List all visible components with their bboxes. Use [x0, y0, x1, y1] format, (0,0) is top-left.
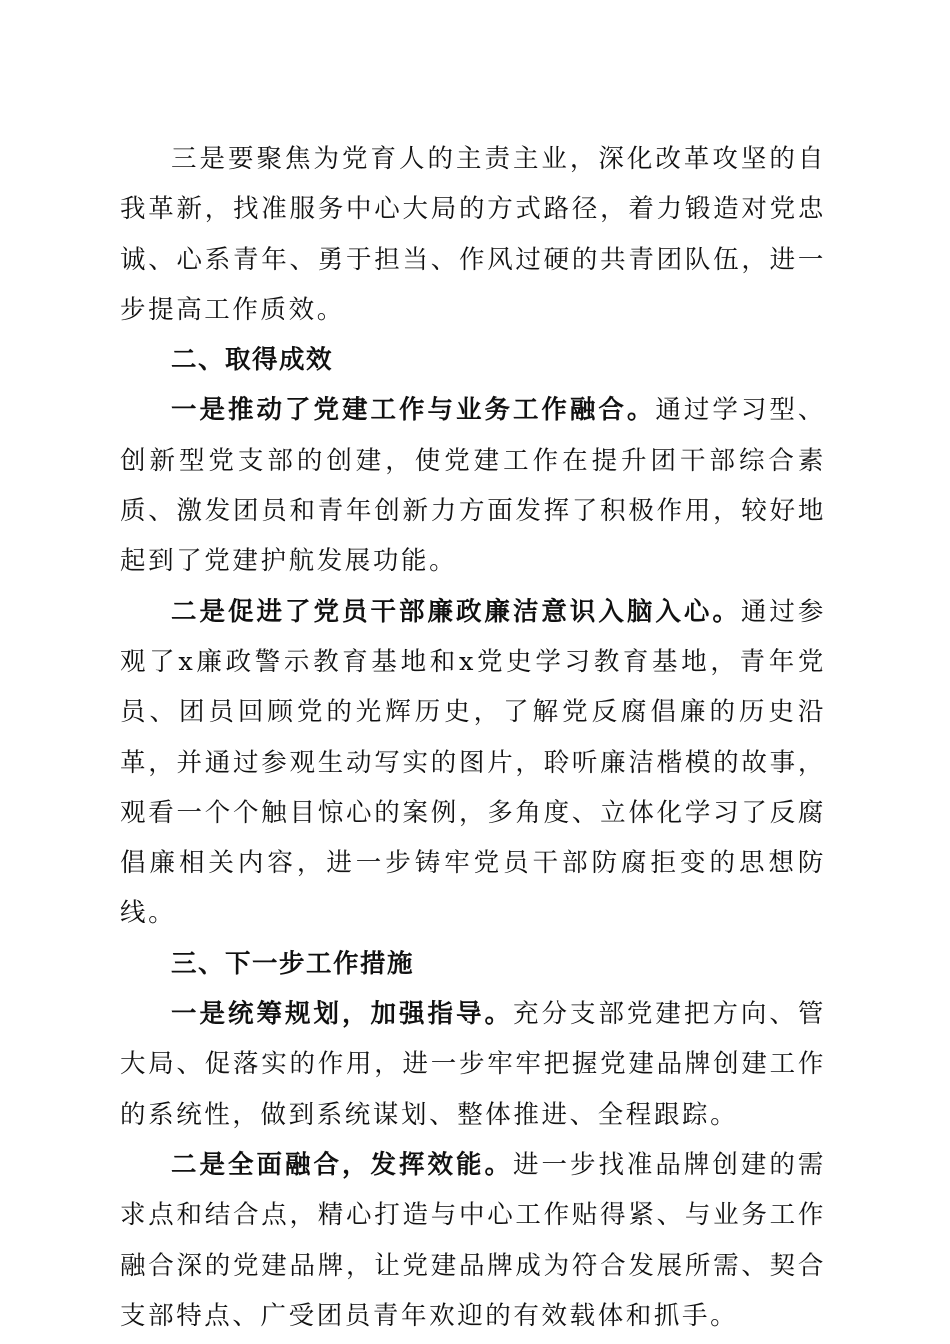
document-page [120, 134, 826, 1341]
paragraph-focus-main-duty: 三是要聚焦为党育人的主责主业，深化改革攻坚的自我革新，找准服务中心大局的方式路径，着力锻造对党忠诚、心系青年、勇于担当、作风过硬的共青团队伍，进一步提高工作质效。 [120, 144, 826, 325]
section-heading-results: 二、取得成效 [171, 345, 334, 376]
paragraph-body: 通过参观了x廉政警示教育基地和x党史学习教育基地，青年党员、团员回顾党的光辉历史，了解党反腐倡廉的历史沿革，并通过参观生动写实的图片，聆听廉洁楷模的故事，观看一个个触目惊心的案例，多角度、立体化学习了反腐倡廉相关内容，进一步铸牢党员干部防腐拒变的思想防线。 [120, 596, 826, 929]
paragraph-lead: 一是推动了党建工作与业务工作融合。 [171, 395, 656, 426]
paragraph-lead: 二是全面融合，发挥效能。 [171, 1149, 513, 1180]
paragraph-body: 进一步找准品牌创建的需求点和结合点，精心打造与中心工作贴得紧、与业务工作融合深的党建品牌，让党建品牌成为符合发展所需、契合支部特点、广受团员青年欢迎的有效载体和抓手。 [120, 1149, 827, 1331]
paragraph-integrity-awareness [120, 587, 826, 939]
paragraph-full-integration [120, 1140, 826, 1341]
section-heading-next-steps: 三、下一步工作措施 [171, 948, 415, 979]
paragraph-body: 充分支部党建把方向、管大局、促落实的作用，进一步牢牢把握党建品牌创建工作的系统性，做到系统谋划、整体推进、全程跟踪。 [120, 999, 827, 1130]
paragraph-party-business-integration [120, 385, 826, 586]
paragraph-lead: 二是促进了党员干部廉政廉洁意识入脑入心。 [171, 596, 741, 627]
paragraph-lead: 一是统筹规划，加强指导。 [171, 999, 513, 1030]
paragraph-body: 通过学习型、创新型党支部的创建，使党建工作在提升团干部综合素质、激发团员和青年创新力方面发挥了积极作用，较好地起到了党建护航发展功能。 [120, 395, 826, 577]
paragraph-overall-planning [120, 989, 826, 1140]
